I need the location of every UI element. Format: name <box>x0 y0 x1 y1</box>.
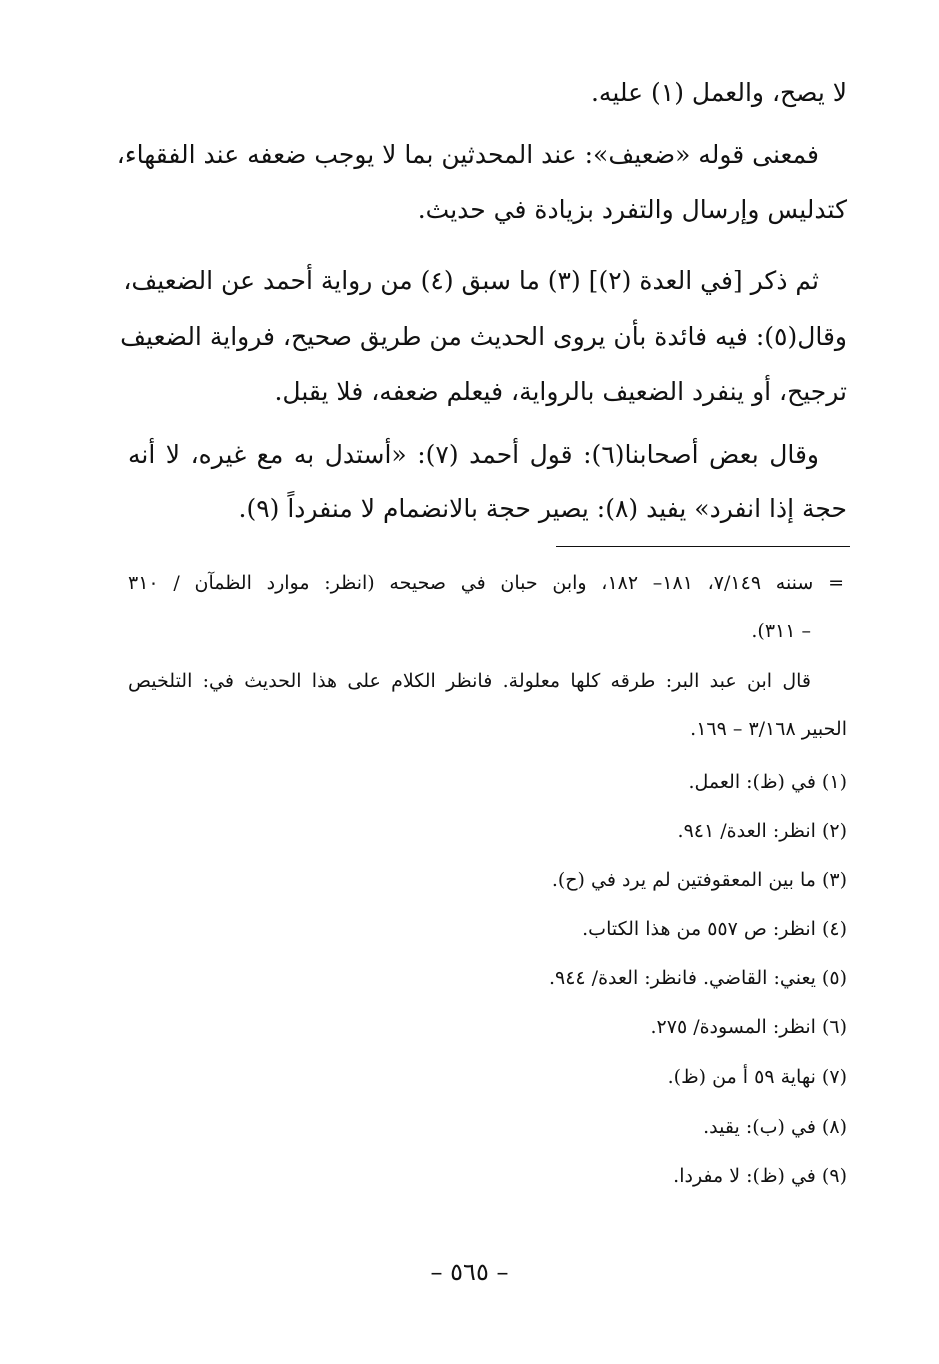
footnote-5: (٥) يعني: القاضي. فانظر: العدة/ ٩٤٤. <box>548 967 847 989</box>
footnote-line: – ٣١١). <box>751 620 811 642</box>
footnote-9: (٩) في (ظ): لا مفردا. <box>673 1165 847 1187</box>
body-line-8: حجة إذا انفرد» يفيد (٨): يصير حجة بالانضمام لا منفرداً (٩). <box>238 494 847 523</box>
footnote-8: (٨) في (ب): يقيد. <box>703 1116 847 1138</box>
body-line-2: فمعنى قوله «ضعيف»: عند المحدثين بما لا يوجب ضعفه عند الفقهاء، <box>116 140 819 169</box>
footnote-6: (٦) انظر: المسودة/ ٢٧٥. <box>650 1016 847 1038</box>
body-line-3: كتدليس وإرسال والتفرد بزيادة في حديث. <box>417 195 847 224</box>
footnote-line: الحبير ٣/١٦٨ – ١٦٩. <box>690 718 847 740</box>
body-line-7: وقال بعض أصحابنا(٦): قول أحمد (٧): «أستدل به مع غيره، لا أنه <box>128 440 820 469</box>
footnote-line: = سننه ٧/١٤٩، ١٨١– ١٨٢، وابن حبان في صحيحه (انظر: موارد الظمآن / ٣١٠ <box>128 572 844 594</box>
footnote-separator <box>556 546 850 547</box>
footnote-1: (١) في (ظ): العمل. <box>688 771 847 793</box>
footnote-2: (٢) انظر: العدة/ ٩٤١. <box>677 820 847 842</box>
footnote-3: (٣) ما بين المعقوفتين لم يرد في (ح). <box>551 869 847 891</box>
page-number: – ٥٦٥ – <box>430 1258 509 1286</box>
footnote-line: قال ابن عبد البر: طرقه كلها معلولة. فانظر الكلام على هذا الحديث في: التلخيص <box>128 670 811 692</box>
body-line-1: لا يصح، والعمل (١) عليه. <box>590 78 847 107</box>
body-line-4: ثم ذكر [في العدة (٢)] (٣) ما سبق (٤) من رواية أحمد عن الضعيف، <box>123 266 819 295</box>
footnote-4: (٤) انظر: ص ٥٥٧ من هذا الكتاب. <box>582 918 847 940</box>
footnote-7: (٧) نهاية ٥٩ أ من (ظ). <box>667 1066 847 1088</box>
body-line-5: وقال(٥): فيه فائدة بأن يروى الحديث من طريق صحيح، فرواية الضعيف <box>120 322 847 351</box>
body-line-6: ترجيح، أو ينفرد الضعيف بالرواية، فيعلم ضعفه، فلا يقبل. <box>274 377 847 406</box>
